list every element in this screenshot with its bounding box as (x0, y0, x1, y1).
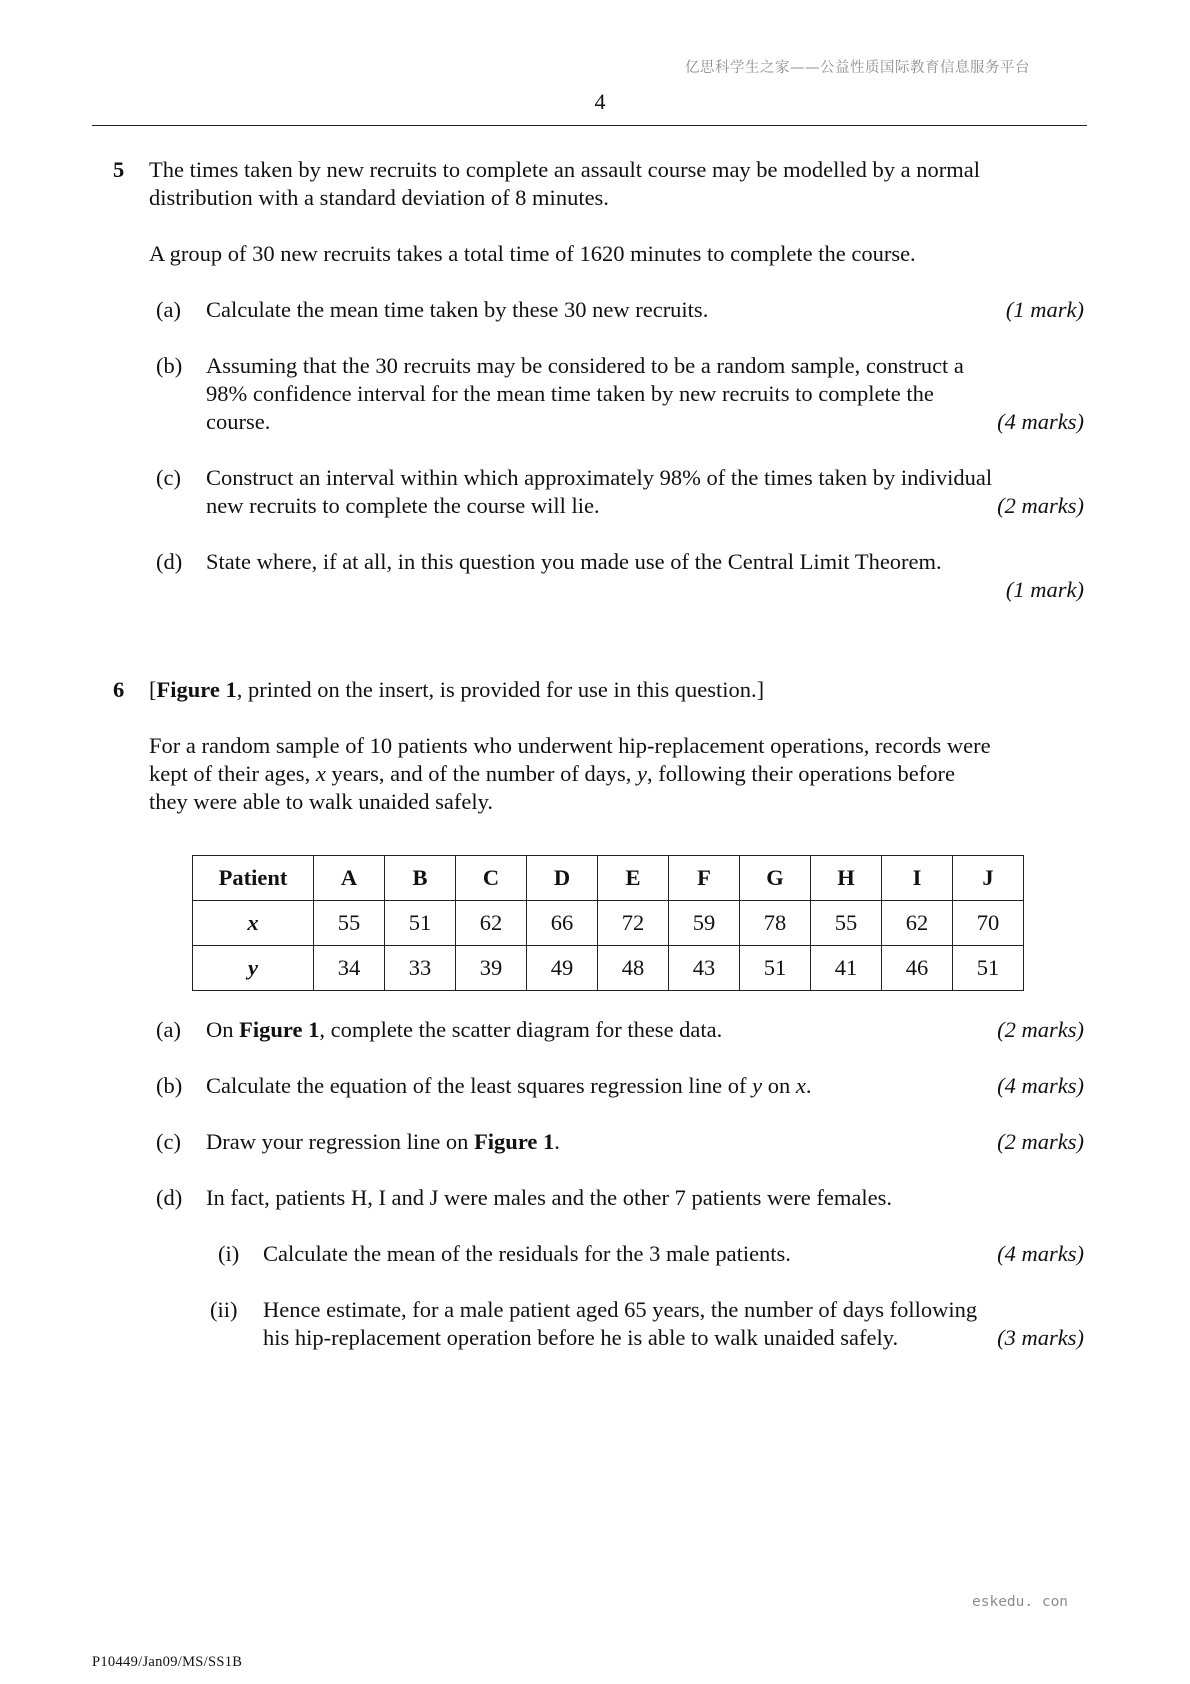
question-note: [Figure 1, printed on the insert, is provided for use in this question.] (149, 677, 765, 702)
table-cell: F (669, 856, 740, 901)
question-number: 5 (113, 157, 125, 182)
table-cell: 34 (314, 946, 385, 991)
part-text: In fact, patients H, I and J were males and the other 7 patients were females. (206, 1185, 892, 1210)
table-cell: 48 (598, 946, 669, 991)
table-cell: 51 (953, 946, 1024, 991)
part-text: Assuming that the 30 recruits may be considered to be a random sample, construct a (206, 353, 964, 378)
part-text: 98% confidence interval for the mean time taken by new recruits to complete the (206, 381, 934, 406)
question-text: For a random sample of 10 patients who underwent hip-replacement operations, records were (149, 733, 991, 758)
table-cell: 55 (314, 901, 385, 946)
table-cell: H (811, 856, 882, 901)
document-code: P10449/Jan09/MS/SS1B (92, 1654, 243, 1670)
part-label: (d) (156, 1185, 183, 1210)
table-cell: 62 (882, 901, 953, 946)
table-cell: 72 (598, 901, 669, 946)
table-cell: C (456, 856, 527, 901)
header-rule (92, 125, 1087, 126)
part-text: Draw your regression line on Figure 1. (206, 1129, 560, 1154)
question-text: kept of their ages, x years, and of the number of days, y, following their operations before (149, 761, 956, 786)
table-row (193, 856, 1024, 901)
watermark-header: 亿思科学生之家——公益性质国际教育信息服务平台 (685, 60, 1030, 76)
table-cell: B (385, 856, 456, 901)
question-number: 6 (113, 677, 125, 702)
marks-label: (1 mark) (1005, 577, 1084, 602)
part-text: Construct an interval within which approximately 98% of the times taken by individual (206, 465, 993, 490)
row-header-y: y (193, 946, 314, 991)
table-cell: 70 (953, 901, 1024, 946)
marks-label: (3 marks) (997, 1325, 1084, 1350)
table-cell: 78 (740, 901, 811, 946)
table-cell: 62 (456, 901, 527, 946)
table-cell: D (527, 856, 598, 901)
figure-reference: Figure 1 (156, 677, 237, 702)
part-text: Hence estimate, for a male patient aged 65 years, the number of days following (263, 1297, 978, 1322)
question-text: The times taken by new recruits to complete an assault course may be modelled by a normal (149, 157, 980, 182)
part-label: (c) (156, 1129, 181, 1154)
part-text: Calculate the equation of the least squares regression line of y on x. (206, 1073, 812, 1098)
subpart-label: (ii) (210, 1297, 238, 1322)
part-label: (b) (156, 353, 183, 378)
watermark-footer: eskedu. con (972, 1594, 1069, 1610)
marks-label: (4 marks) (997, 409, 1084, 434)
table-cell: 41 (811, 946, 882, 991)
table-cell: 39 (456, 946, 527, 991)
patient-data-table (192, 855, 1024, 991)
table-cell: 55 (811, 901, 882, 946)
marks-label: (2 marks) (997, 1017, 1084, 1042)
part-label: (c) (156, 465, 181, 490)
table-cell: 49 (527, 946, 598, 991)
question-text: they were able to walk unaided safely. (149, 789, 494, 814)
table-cell: I (882, 856, 953, 901)
marks-label: (2 marks) (997, 1129, 1084, 1154)
question-text: distribution with a standard deviation of 8 minutes. (149, 185, 609, 210)
table-cell: 66 (527, 901, 598, 946)
row-header-patient: Patient (193, 856, 314, 901)
question-context: A group of 30 new recruits takes a total time of 1620 minutes to complete the course. (149, 241, 916, 266)
part-text: On Figure 1, complete the scatter diagram for these data. (206, 1017, 723, 1042)
table-row (193, 946, 1024, 991)
table-row (193, 901, 1024, 946)
table-cell: A (314, 856, 385, 901)
part-text: course. (206, 409, 271, 434)
table-cell: 59 (669, 901, 740, 946)
row-header-x: x (193, 901, 314, 946)
part-text: new recruits to complete the course will lie. (206, 493, 600, 518)
subpart-label: (i) (218, 1241, 240, 1266)
part-label: (b) (156, 1073, 183, 1098)
marks-label: (1 mark) (1005, 297, 1084, 322)
part-label: (a) (156, 1017, 181, 1042)
part-label: (d) (156, 549, 183, 574)
part-text: Calculate the mean of the residuals for the 3 male patients. (263, 1241, 791, 1266)
part-text: Calculate the mean time taken by these 30 new recruits. (206, 297, 709, 322)
table-cell: E (598, 856, 669, 901)
marks-label: (4 marks) (997, 1073, 1084, 1098)
part-text: State where, if at all, in this question you made use of the Central Limit Theorem. (206, 549, 942, 574)
part-label: (a) (156, 297, 181, 322)
marks-label: (2 marks) (997, 493, 1084, 518)
page-number: 4 (594, 89, 606, 114)
table-cell: 51 (385, 901, 456, 946)
table-cell: 33 (385, 946, 456, 991)
table-cell: 43 (669, 946, 740, 991)
part-text: his hip-replacement operation before he is able to walk unaided safely. (263, 1325, 899, 1350)
marks-label: (4 marks) (997, 1241, 1084, 1266)
table-cell: J (953, 856, 1024, 901)
table-cell: G (740, 856, 811, 901)
table-cell: 46 (882, 946, 953, 991)
table-cell: 51 (740, 946, 811, 991)
